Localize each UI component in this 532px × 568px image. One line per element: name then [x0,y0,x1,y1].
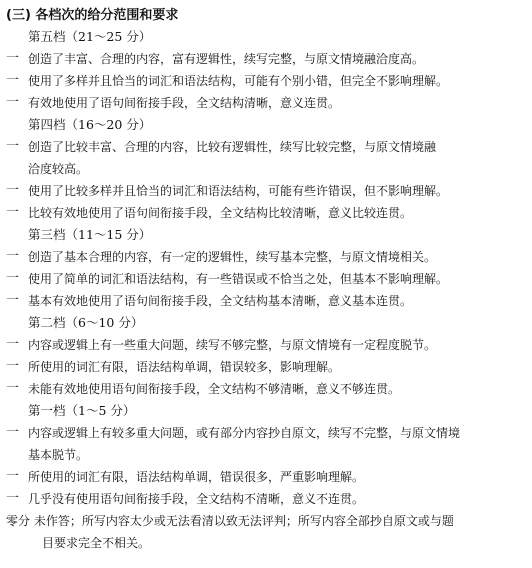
item-text-continuation: 洽度较高。 [28,162,89,176]
dash-bullet: 一 [6,139,20,154]
grade-2-item [6,378,524,400]
grade-3-item [6,246,524,268]
dash-bullet: 一 [6,95,20,110]
grade-2-item [6,356,524,378]
dash-bullet: 一 [6,381,20,396]
item-text: 创造了丰富、合理的内容，富有逻辑性，续写完整，与原文情境融洽度高。 [28,52,425,66]
item-text: 有效地使用了语句间衔接手段，全文结构清晰，意义连贯。 [28,96,341,110]
grade-1-item [6,466,524,488]
grade-3-item [6,268,524,290]
dash-bullet: 一 [6,73,20,88]
grade-4-item [6,136,524,180]
dash-bullet: 一 [6,271,20,286]
grade-5-item [6,92,524,114]
grade-5-item [6,48,524,70]
item-text: 使用了简单的词汇和语法结构，有一些错误或不恰当之处，但基本不影响理解。 [28,272,449,286]
item-text: 使用了多样并且恰当的词汇和语法结构，可能有个别小错，但完全不影响理解。 [28,74,449,88]
dash-bullet: 一 [6,359,20,374]
section-heading: (三) 各档次的给分范围和要求 [6,8,179,23]
dash-bullet: 一 [6,491,20,506]
grade-5-title: 第五档（21～25 分） [28,29,152,44]
item-text: 所使用的词汇有限，语法结构单调，错误很多，严重影响理解。 [28,470,365,484]
grade-5-item [6,70,524,92]
grade-2-title: 第二档（6～10 分） [28,315,144,330]
grade-1-title: 第一档（1～5 分） [28,403,136,418]
item-text: 几乎没有使用语句间衔接手段，全文结构不清晰，意义不连贯。 [28,492,365,506]
item-text: 未能有效地使用语句间衔接手段，全文结构不够清晰，意义不够连贯。 [28,382,401,396]
item-text: 使用了比较多样并且恰当的词汇和语法结构，可能有些许错误，但不影响理解。 [28,184,449,198]
zero-score-continuation: 目要求完全不相关。 [42,536,151,550]
grade-2-item [6,334,524,356]
zero-score-line: 零分 未作答；所写内容太少或无法看清以致无法评判；所写内容全部抄自原文或与题 [6,514,454,528]
item-text: 内容或逻辑上有一些重大问题，续写不够完整，与原文情境有一定程度脱节。 [28,338,437,352]
grade-4-item [6,202,524,224]
grade-4-title: 第四档（16～20 分） [28,117,152,132]
grade-1-item [6,422,524,466]
dash-bullet: 一 [6,183,20,198]
dash-bullet: 一 [6,293,20,308]
dash-bullet: 一 [6,337,20,352]
grade-4-item [6,180,524,202]
grade-3-item [6,290,524,312]
item-text-continuation: 基本脱节。 [28,448,89,462]
zero-score-rule [6,510,524,554]
item-text: 创造了基本合理的内容，有一定的逻辑性，续写基本完整，与原文情境相关。 [28,250,437,264]
item-text: 基本有效地使用了语句间衔接手段，全文结构基本清晰，意义基本连贯。 [28,294,413,308]
item-text: 内容或逻辑上有较多重大问题，或有部分内容抄自原文，续写不完整，与原文情境 [28,426,461,440]
dash-bullet: 一 [6,205,20,220]
grade-1-item [6,488,524,510]
item-text: 创造了比较丰富、合理的内容，比较有逻辑性，续写比较完整，与原文情境融 [28,140,437,154]
dash-bullet: 一 [6,469,20,484]
dash-bullet: 一 [6,51,20,66]
grade-3-title: 第三档（11～15 分） [28,227,152,242]
item-text: 比较有效地使用了语句间衔接手段，全文结构比较清晰，意义比较连贯。 [28,206,413,220]
dash-bullet: 一 [6,249,20,264]
item-text: 所使用的词汇有限，语法结构单调，错误较多，影响理解。 [28,360,341,374]
dash-bullet: 一 [6,425,20,440]
